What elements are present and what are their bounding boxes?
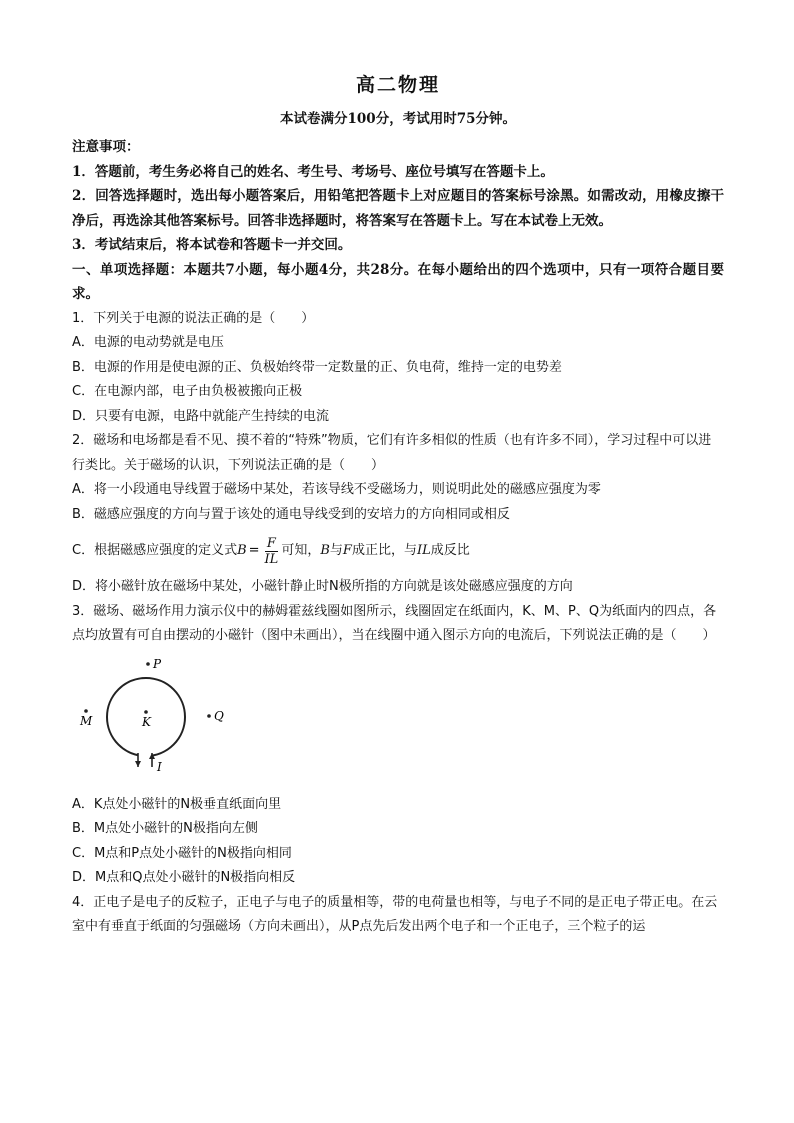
q1-option-b: B．电源的作用是使电源的正、负极始终带一定数量的正、负电荷，维持一定的电势差 [72, 359, 562, 375]
q2-option-a: A．将一小段通电导线置于磁场中某处，若该导线不受磁场力，则说明此处的磁感应强度为零 [72, 482, 601, 497]
question-3-stem: 3．磁场、磁场作用力演示仪中的赫姆霍兹线圈如图所示，线圈固定在纸面内，K、M、P、Q为纸面内的四点，各点均放置有可自由摆动的小磁针（图中未画出），当在线圈中通入图示方向的电流后，下列说法正确的是（ ） [72, 603, 717, 643]
q2-option-c [72, 527, 724, 575]
point-m-label: M [80, 713, 93, 728]
coil-figure [72, 655, 232, 781]
q2-option-c-b: B [320, 542, 330, 558]
formula-fraction [265, 536, 279, 567]
notice-item-3: 3．考试结束后，将本试卷和答题卡一并交回。 [72, 237, 352, 253]
q2-option-c-text-4: 成反比 [430, 542, 470, 558]
point-p-label: P [153, 656, 162, 671]
q2-option-c-f: F [342, 542, 352, 558]
point-k-label: K [142, 714, 151, 729]
current-out-arrow [135, 761, 141, 767]
page-title: 高二物理 [355, 74, 440, 96]
notice-item-1: 1．答题前，考生务必将自己的姓名、考生号、考场号、座位号填写在答题卡上。 [72, 163, 554, 180]
point-k-dot [144, 710, 148, 714]
formula-equals: = [248, 542, 260, 558]
point-q-dot [207, 714, 211, 718]
q2-option-c-text-1: 可知， [281, 542, 321, 558]
question-1-stem: 1．下列关于电源的说法正确的是（ ） [72, 310, 315, 326]
formula-denominator: IL [264, 551, 279, 567]
question-2-stem: 2．磁场和电场都是看不见、摸不着的“特殊”物质，它们有许多相似的性质（也有许多不同），学习过程中可以进行类比。关于磁场的认识，下列说法正确的是（ ） [72, 433, 712, 473]
q2-option-b: B．磁感应强度的方向与置于该处的通电导线受到的安培力的方向相同或相反 [72, 506, 510, 522]
current-label: I [157, 759, 162, 774]
point-p-dot [146, 662, 150, 666]
notice-heading: 注意事项： [72, 139, 140, 155]
point-m-dot [84, 709, 88, 713]
formula-numerator: F [266, 535, 276, 551]
exam-subtitle: 本试卷满分100分，考试用时75分钟。 [280, 111, 516, 127]
q1-option-c: C．在电源内部，电子由负极被搬向正极 [72, 384, 303, 399]
q1-option-d: D．只要有电源，电路中就能产生持续的电流 [72, 408, 330, 424]
q3-option-c: C．M点和P点处小磁针的N极指向相同 [72, 845, 292, 861]
q3-option-a: A．K点处小磁针的N极垂直纸面向里 [72, 796, 282, 812]
point-q-label: Q [214, 708, 224, 723]
notice-item-2: 2．回答选择题时，选出每小题答案后，用铅笔把答题卡上对应题目的答案标号涂黑。如需改动，用橡皮擦干净后，再选涂其他答案标号。回答非选择题时，将答案写在答题卡上。写在本试卷上无效。 [72, 188, 724, 229]
q2-option-d: D．将小磁针放在磁场中某处，小磁针静止时N极所指的方向就是该处磁感应强度的方向 [72, 579, 573, 594]
exam-page [72, 64, 724, 940]
q2-option-c-il: IL [416, 542, 431, 558]
q3-option-d: D．M点和Q点处小磁针的N极指向相反 [72, 870, 296, 885]
question-4-stem: 4．正电子是电子的反粒子，正电子与电子的质量相等，带的电荷量也相等，与电子不同的是正电子带正电。在云室中有垂直于纸面的匀强磁场（方向未画出），从P点先后发出两个电子和一个正电子，三个粒子的运 [72, 894, 718, 934]
section-heading: 一、单项选择题：本题共7小题，每小题4分，共28分。在每小题给出的四个选项中，只有一项符合题目要求。 [72, 261, 724, 302]
q2-option-c-text-3: 成正比，与 [351, 542, 417, 558]
formula-b-symbol: B [237, 542, 247, 558]
q2-option-c-text-2: 与 [329, 542, 343, 558]
q2-option-c-prefix: C．根据磁感应强度的定义式 [72, 542, 238, 558]
q3-option-b: B．M点处小磁针的N极指向左侧 [72, 821, 258, 836]
q1-option-a: A．电源的电动势就是电压 [72, 335, 224, 350]
